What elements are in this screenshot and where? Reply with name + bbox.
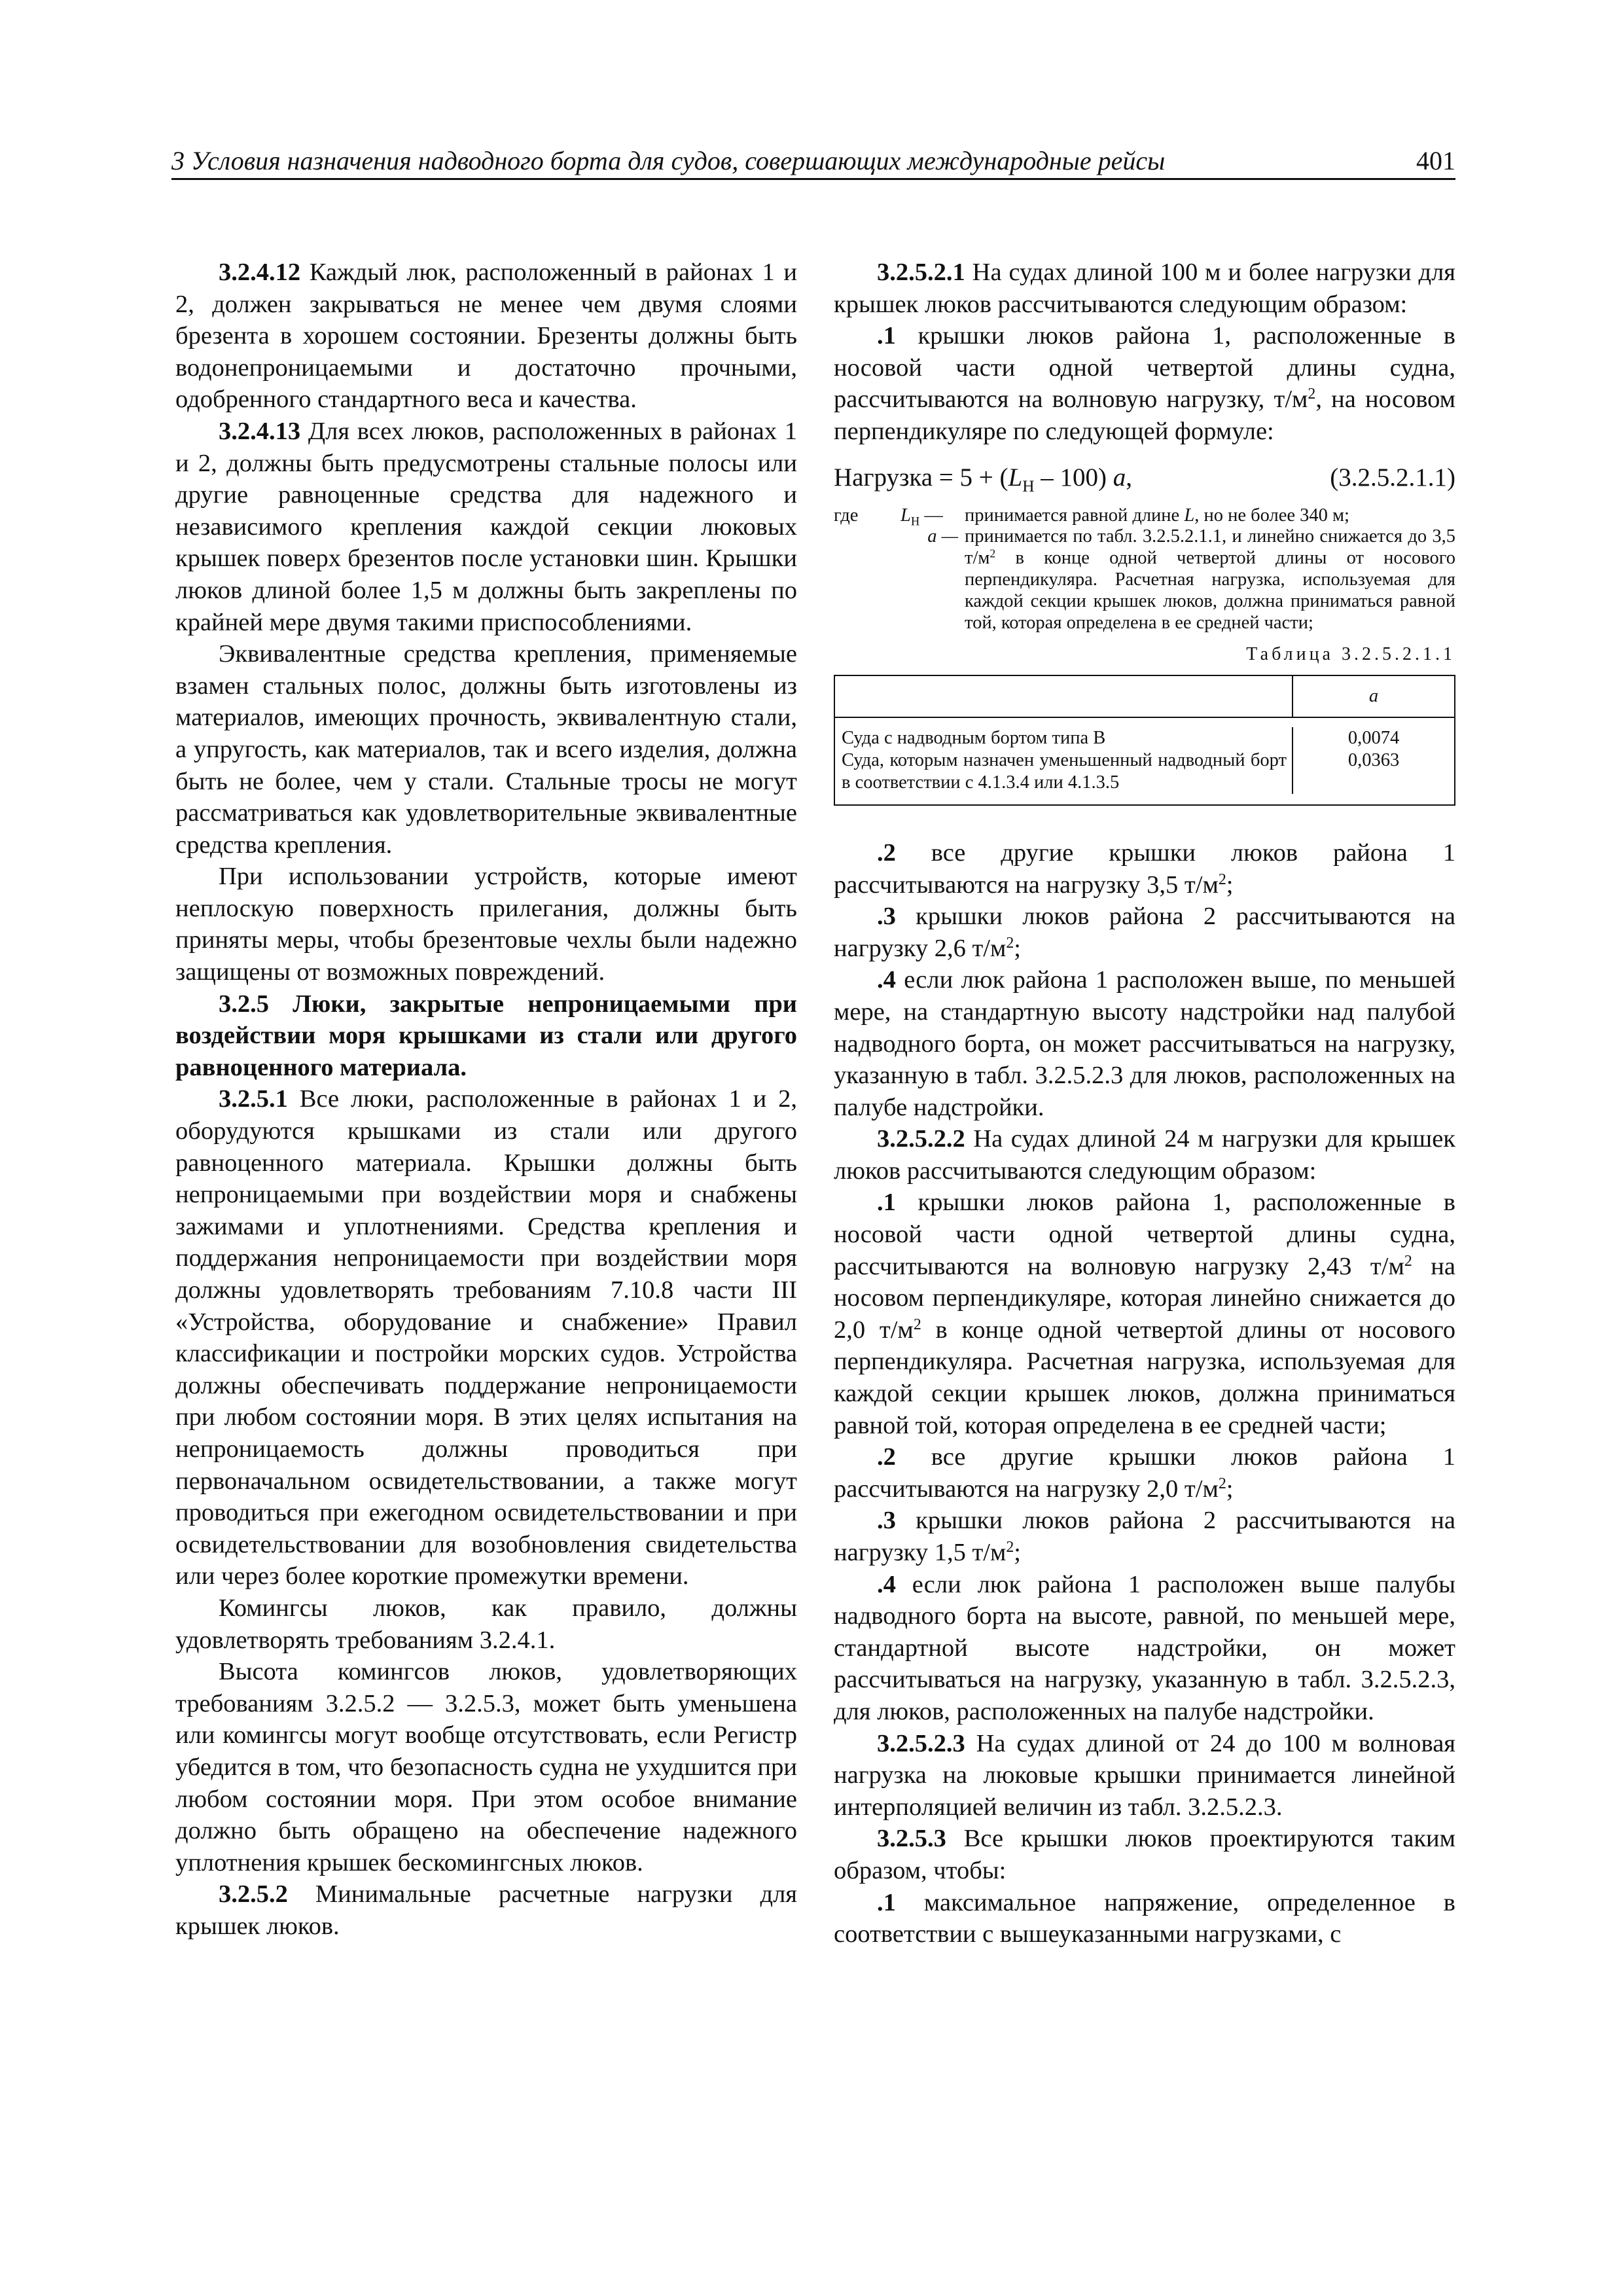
table-row-label: Суда, которым назначен уменьшенный надводный борт в соответствии с 4.1.3.4 или 4.1.3.5 [842, 749, 1287, 793]
superscript: 2 [1218, 1475, 1226, 1492]
superscript: 2 [990, 547, 996, 560]
item-text: все другие крышки люков района 1 рассчитываются на нагрузку 3,5 т/м [834, 838, 1455, 899]
legend-part: принимается равной длине [965, 505, 1185, 526]
left-column [175, 257, 797, 1942]
table-body-row [835, 718, 1454, 804]
item-number: .1 [877, 322, 896, 350]
table-row-value: 0,0074 [1347, 727, 1400, 748]
legend-part: , но не более 340 м; [1194, 505, 1349, 526]
item-text: максимальное напряжение, определенное в соответствии с вышеуказанными нагрузками, с [834, 1888, 1455, 1948]
superscript: 2 [1218, 870, 1226, 888]
where-label: где [834, 505, 859, 526]
item-number: .1 [877, 1189, 896, 1217]
item-1-24m-area-1 [834, 1187, 1455, 1441]
running-header [171, 143, 1455, 182]
table-labels [835, 727, 1293, 794]
paragraph-3-2-5-3 [834, 1823, 1455, 1886]
clause-number: 3.2.5.2 [219, 1880, 288, 1909]
formula-part: Нагрузка = 5 + ( [834, 463, 1008, 492]
formula-subscript: Н [1022, 476, 1035, 495]
clause-number: 3.2.5.2.1 [877, 259, 965, 286]
item-text: крышки люков района 1, расположенные в носовой части одной четвертой длины судна, рассчитываются на волновую нагрузку, т/м [834, 322, 1455, 414]
item-3-area-2 [834, 901, 1455, 964]
item-number: .4 [877, 1570, 896, 1598]
paragraph-3-2-5-1 [175, 1083, 797, 1592]
item-number: .4 [877, 966, 896, 994]
paragraph-coamings: Комингсы люков, как правило, должны удовлетворять требованиям 3.2.4.1. [175, 1594, 797, 1654]
paragraph-3-2-5-2-1 [834, 257, 1455, 320]
item-4-24m-superstructure [834, 1569, 1455, 1728]
item-text: крышки люков района 1, расположенные в носовой части одной четвертой длины судна, рассчитываются на волновую нагрузку 2,43 т/м [834, 1189, 1455, 1280]
item-text: все другие крышки люков района 1 рассчитываются на нагрузку 2,0 т/м [834, 1443, 1455, 1503]
header-rule [171, 178, 1455, 180]
legend-text [965, 505, 1455, 527]
item-4-superstructure [834, 964, 1455, 1123]
paragraph-equivalent-means: Эквивалентные средства крепления, применяемые взамен стальных полос, должны быть изготовлены из материалов, имеющих прочность, эквивалентную стали, а упругость, как материалов, так и всего изделия, должна быть не более, чем у стали. Стальные тросы не могут рассматриваться как удовлетворительные эквивалентные средства крепления. [175, 640, 797, 859]
item-text: на носовом перпендикуляре, которая линейно снижается до 2,0 т/м [834, 1252, 1455, 1344]
formula-symbol: L [1008, 463, 1023, 492]
clause-number: 3.2.4.13 [219, 417, 301, 445]
item-text: ; [1226, 1475, 1234, 1503]
paragraph-text: Каждый люк, расположенный в районах 1 и 2, должен закрываться не менее чем двумя слоями брезента в хорошем состоянии. Брезенты должны быть водонепроницаемыми и достаточно прочными, одобренного стандартного веса и качества. [175, 259, 797, 414]
table-row-label: Суда с надводным бортом типа В [842, 727, 1106, 748]
clause-number: 3.2.5.1 [219, 1085, 288, 1113]
clause-number: 3.2.4.12 [219, 259, 301, 286]
table-values [1293, 727, 1454, 794]
symbol-subscript: Н [910, 514, 920, 529]
clause-number: 3.2.5.2.2 [877, 1125, 965, 1153]
paragraph-coaming-height: Высота комингсов люков, удовлетворяющих требованиям 3.2.5.2 — 3.2.5.3, может быть уменьшена или комингсы могут вообще отсутствовать, если Регистр убедится в том, что безопасность судна не ухудшится при любом состоянии моря. При этом особое внимание должно быть обращено на обеспечение надежного уплотнения крышек бескомингсных люков. [175, 1658, 797, 1876]
legend-symbol [901, 505, 965, 527]
item-number: .3 [877, 1507, 896, 1535]
superscript: 2 [1308, 386, 1316, 403]
paragraph-3-2-4-13 [175, 416, 797, 638]
item-2-area-1-other [834, 837, 1455, 901]
spacer [834, 806, 1455, 837]
clause-number: 3.2.5.3 [877, 1825, 946, 1853]
paragraph-text: На судах длиной 100 м и более нагрузки для крышек люков рассчитываются следующим образом: [834, 259, 1455, 318]
item-number: .2 [877, 838, 896, 867]
item-2-24m-area-1-other [834, 1441, 1455, 1505]
formula-legend [834, 505, 1455, 634]
table-header-blank [835, 676, 1293, 717]
superscript: 2 [1404, 1252, 1412, 1270]
paragraph-text: На судах длиной 24 м нагрузки для крышек люков рассчитываются следующим образом: [834, 1125, 1455, 1185]
paragraph-text: Все люки, расположенные в районах 1 и 2, оборудуются крышками из стали или другого равноценного материала. Крышки должны быть непроницаемыми при воздействии моря и снабжены зажимами и уплотнениями. Средства крепления и поддержания непроницаемости при воздействии моря должны удовлетворять требованиям 7.10.8 части III «Устройства, оборудование и снабжение» Правил классификации и постройки морских судов. Устройства должны обеспечивать поддержание непроницаемости при любом состоянии моря. В этих целях испытания на непроницаемость должны проводиться при первоначальном освидетельствовании, а также могут проводиться при ежегодном освидетельствовании и при освидетельствовании для возобновления свидетельства или через более короткие промежутки времени. [175, 1085, 797, 1590]
legend-row-a [834, 526, 1455, 634]
item-text: ; [1014, 934, 1021, 962]
paragraph-3-2-4-12 [175, 257, 797, 416]
item-text: ; [1226, 870, 1234, 899]
item-1-area-1-forward [834, 320, 1455, 447]
paragraph-3-2-5-2-2 [834, 1123, 1455, 1187]
item-text: ; [1014, 1539, 1021, 1566]
legend-row-lh [834, 505, 1455, 527]
symbol-dash: — [919, 505, 943, 526]
legend-spacer [834, 526, 901, 634]
paragraph-3-2-5-2 [175, 1878, 797, 1942]
formula-number: (3.2.5.2.1.1) [1330, 463, 1455, 492]
legend-text [965, 526, 1455, 634]
formula-expression [834, 462, 1132, 494]
legend-part: в конце одной четвертой длины от носового перпендикуляра. Расчетная нагрузка, используемая для каждой секции крышек люков, должна приниматься равной той, которая определена в ее средней части; [965, 548, 1455, 633]
symbol-l: L [901, 505, 911, 526]
legend-part: L [1184, 505, 1195, 526]
superscript: 2 [1006, 934, 1014, 952]
item-text: если люк района 1 расположен выше палубы надводного борта на высоте, равной, по меньшей мере, стандартной высоте надстройки, он может рассчитываться на нагрузку, указанную в табл. 3.2.5.2.3, для люков, расположенных на палубе надстройки. [834, 1570, 1455, 1725]
paragraph-tarpaulin-protection: При использовании устройств, которые имеют неплоскую поверхность прилегания, должны быть приняты меры, чтобы брезентовые чехлы были надежно защищены от возможных повреждений. [175, 863, 797, 986]
paragraph-text: Все крышки люков проектируются таким образом, чтобы: [834, 1825, 1455, 1884]
right-column [834, 257, 1455, 1950]
table-header-row [835, 676, 1454, 718]
header-title: 3 Условия назначения надводного борта для судов, совершающих международные рейсы [171, 146, 1166, 175]
paragraph-text: Для всех люков, расположенных в районах 1 и 2, должны быть предусмотрены стальные полосы или другие равноценные средства для надежного и независимого крепления каждой секции люковых крышек поверх брезентов после установки шин. Крышки люков длиной более 1,5 м должны быть закреплены по крайней мере двумя такими приспособлениями. [175, 417, 797, 636]
item-text: крышки люков района 2 рассчитываются на нагрузку 1,5 т/м [834, 1507, 1455, 1566]
paragraph-3-2-5-2-3 [834, 1728, 1455, 1823]
item-number: .1 [877, 1888, 896, 1916]
item-text: в конце одной четвертой длины от носового перпендикуляра. Расчетная нагрузка, используемая для каждой секции крышек люков, должна приниматься равной той, которая определена в ее средней части; [834, 1316, 1456, 1439]
paragraph-text: Минимальные расчетные нагрузки для крышек люков. [175, 1880, 797, 1940]
formula-part: – 100) [1034, 463, 1113, 492]
superscript: 2 [913, 1316, 921, 1333]
formula-part: , [1126, 463, 1133, 492]
paragraph-text: На судах длиной от 24 до 100 м волновая нагрузка на люковые крышки принимается линейной интерполяцией величин из табл. 3.2.5.2.3. [834, 1729, 1455, 1821]
table-row-value: 0,0363 [1347, 749, 1400, 770]
clause-number: 3.2.5.2.3 [877, 1729, 965, 1757]
item-text: если люк района 1 расположен выше, по меньшей мере, на стандартную высоту надстройки над палубой надводного борта, он может рассчитываться на нагрузку, указанную в табл. 3.2.5.2.3 для люков, расположенных на палубе надстройки. [834, 966, 1455, 1121]
table-caption: Таблица 3.2.5.2.1.1 [1246, 644, 1455, 665]
coefficient-table [834, 675, 1455, 806]
item-number: .3 [877, 903, 896, 931]
item-text: , на носовом перпендикуляре по следующей формуле: [834, 386, 1456, 445]
legend-symbol: a — [927, 526, 958, 547]
legend-part: принимается по табл. 3.2.5.2.1.1, и линейно снижается до 3,5 т/м [965, 526, 1455, 569]
load-formula [834, 459, 1455, 505]
table-header-a: a [1368, 685, 1379, 706]
item-1-max-stress [834, 1887, 1455, 1950]
section-heading-3-2-5: 3.2.5 Люки, закрытые непроницаемыми при воздействии моря крышками из стали или другого равноценного материала. [175, 990, 797, 1081]
item-3-24m-area-2 [834, 1505, 1455, 1568]
page-number: 401 [1416, 146, 1455, 175]
superscript: 2 [1006, 1538, 1014, 1556]
item-text: крышки люков района 2 рассчитываются на нагрузку 2,6 т/м [834, 903, 1455, 962]
formula-symbol: a [1113, 463, 1126, 492]
item-number: .2 [877, 1443, 896, 1471]
